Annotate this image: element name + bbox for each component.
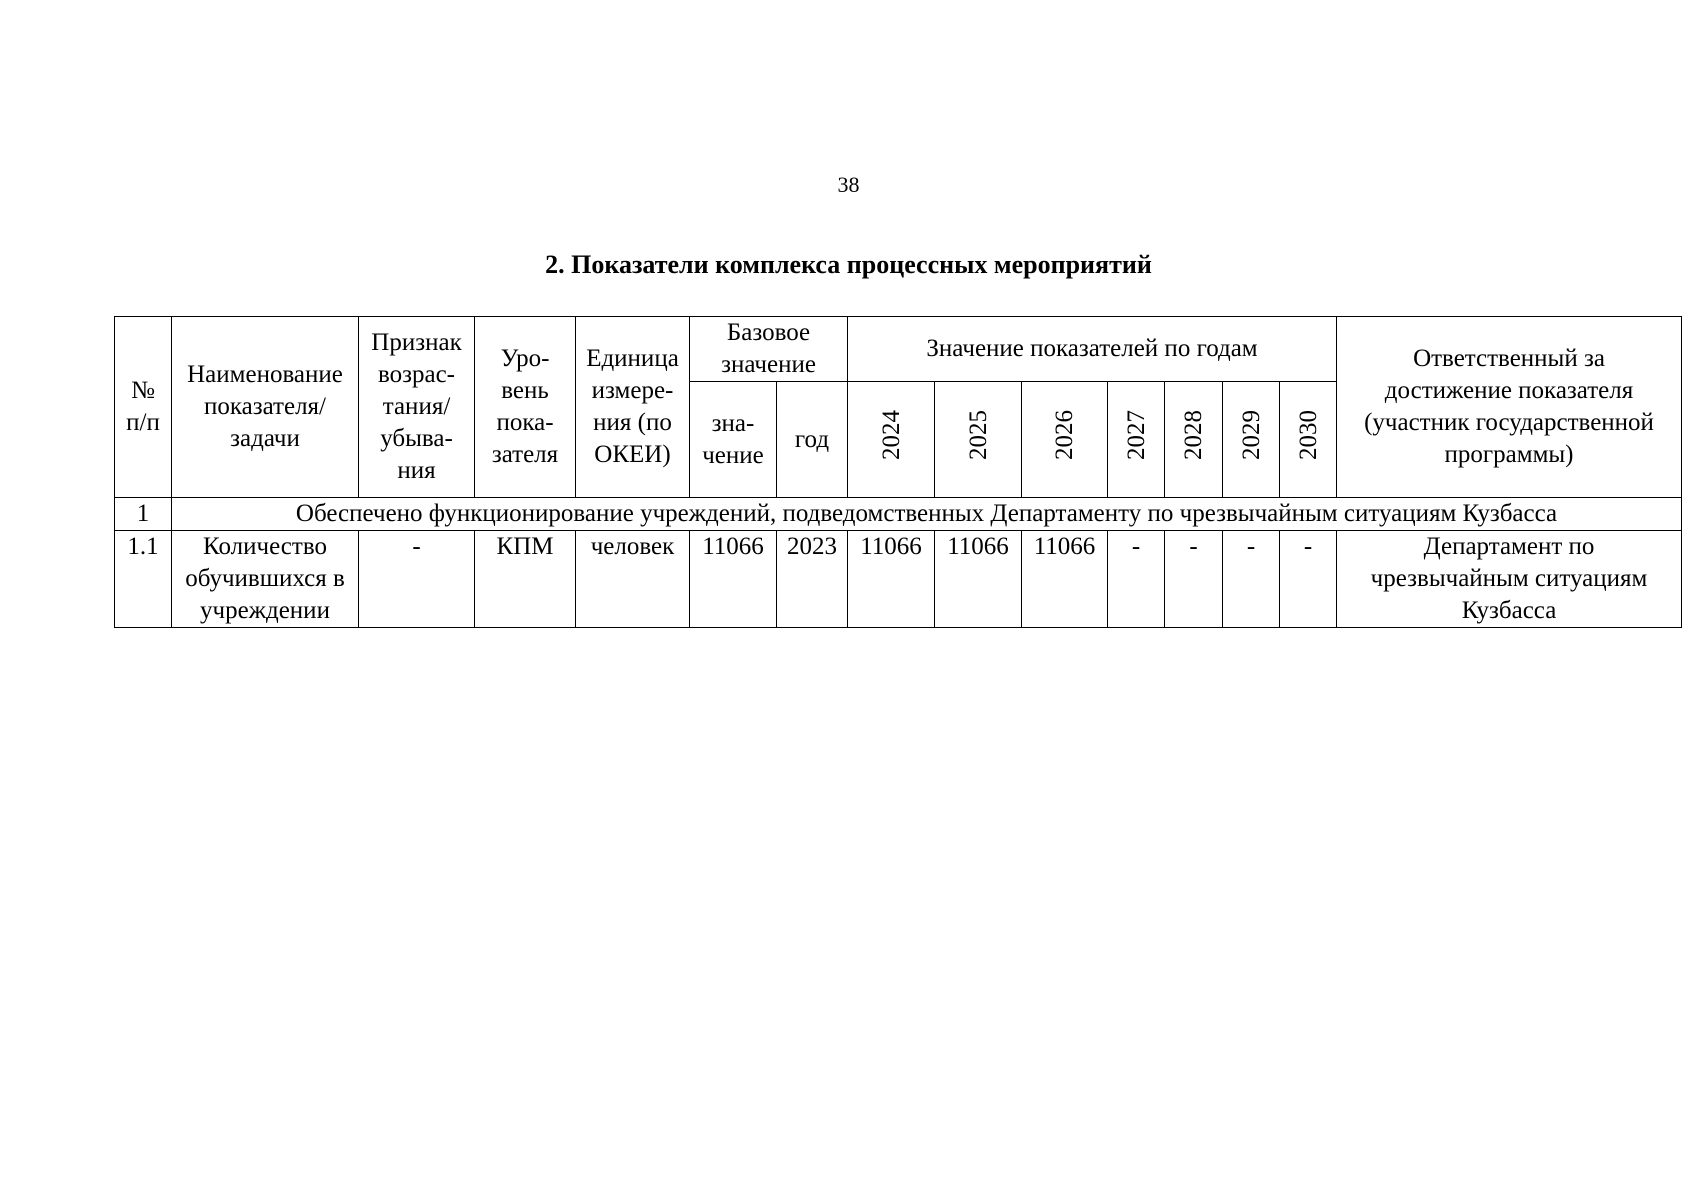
- header-base-value: зна- чение: [690, 382, 777, 498]
- header-year-2030: [1280, 382, 1337, 498]
- year-label: 2030: [1294, 410, 1322, 460]
- year-label: 2027: [1122, 410, 1150, 460]
- year-label: 2025: [964, 410, 992, 460]
- header-level: Уро- вень пока- зателя: [475, 317, 576, 498]
- row-sign: -: [359, 531, 475, 628]
- row-responsible: Департамент по чрезвычайным ситуациям Кузбасса: [1337, 531, 1682, 628]
- group-row: [115, 498, 1682, 531]
- row-base-value: 11066: [690, 531, 777, 628]
- row-unit: человек: [576, 531, 690, 628]
- header-year-2028: [1165, 382, 1223, 498]
- row-value-2028: -: [1165, 531, 1223, 628]
- header-row-1: [115, 317, 1682, 382]
- table-row: [115, 531, 1682, 628]
- row-value-2025: 11066: [935, 531, 1022, 628]
- row-name: Количество обучившихся в учреждении: [172, 531, 359, 628]
- row-value-2029: -: [1223, 531, 1280, 628]
- row-base-year: 2023: [777, 531, 848, 628]
- row-value-2027: -: [1108, 531, 1165, 628]
- header-years-group: Значение показателей по годам: [848, 317, 1337, 382]
- header-name: Наименование показателя/ задачи: [172, 317, 359, 498]
- header-unit: Единица измере- ния (по ОКЕИ): [576, 317, 690, 498]
- header-year-2027: [1108, 382, 1165, 498]
- row-value-2026: 11066: [1022, 531, 1108, 628]
- year-label: 2029: [1237, 410, 1265, 460]
- row-value-2024: 11066: [848, 531, 935, 628]
- page-title: 2. Показатели комплекса процессных мероприятий: [545, 250, 1152, 279]
- header-responsible: Ответственный за достижение показателя (участник государственной программы): [1337, 317, 1682, 498]
- indicators-table: [114, 316, 1682, 628]
- header-sign: Признак возрас- тания/ убыва- ния: [359, 317, 475, 498]
- header-num: № п/п: [115, 317, 172, 498]
- row-level: КПМ: [475, 531, 576, 628]
- row-value-2030: -: [1280, 531, 1337, 628]
- header-year-2029: [1223, 382, 1280, 498]
- header-year-2025: [935, 382, 1022, 498]
- header-year-2024: [848, 382, 935, 498]
- header-base: Базовое значение: [690, 317, 848, 382]
- year-label: 2026: [1051, 410, 1078, 460]
- header-base-year: год: [777, 382, 848, 498]
- group-num: 1: [115, 498, 172, 531]
- group-text: Обеспечено функционирование учреждений, подведомственных Департаменту по чрезвычайным ситуациям Кузбасса: [172, 498, 1682, 531]
- year-label: 2028: [1180, 410, 1207, 460]
- page-number: 38: [837, 172, 860, 197]
- row-num: 1.1: [115, 531, 172, 628]
- year-label: 2024: [877, 410, 905, 460]
- header-year-2026: [1022, 382, 1108, 498]
